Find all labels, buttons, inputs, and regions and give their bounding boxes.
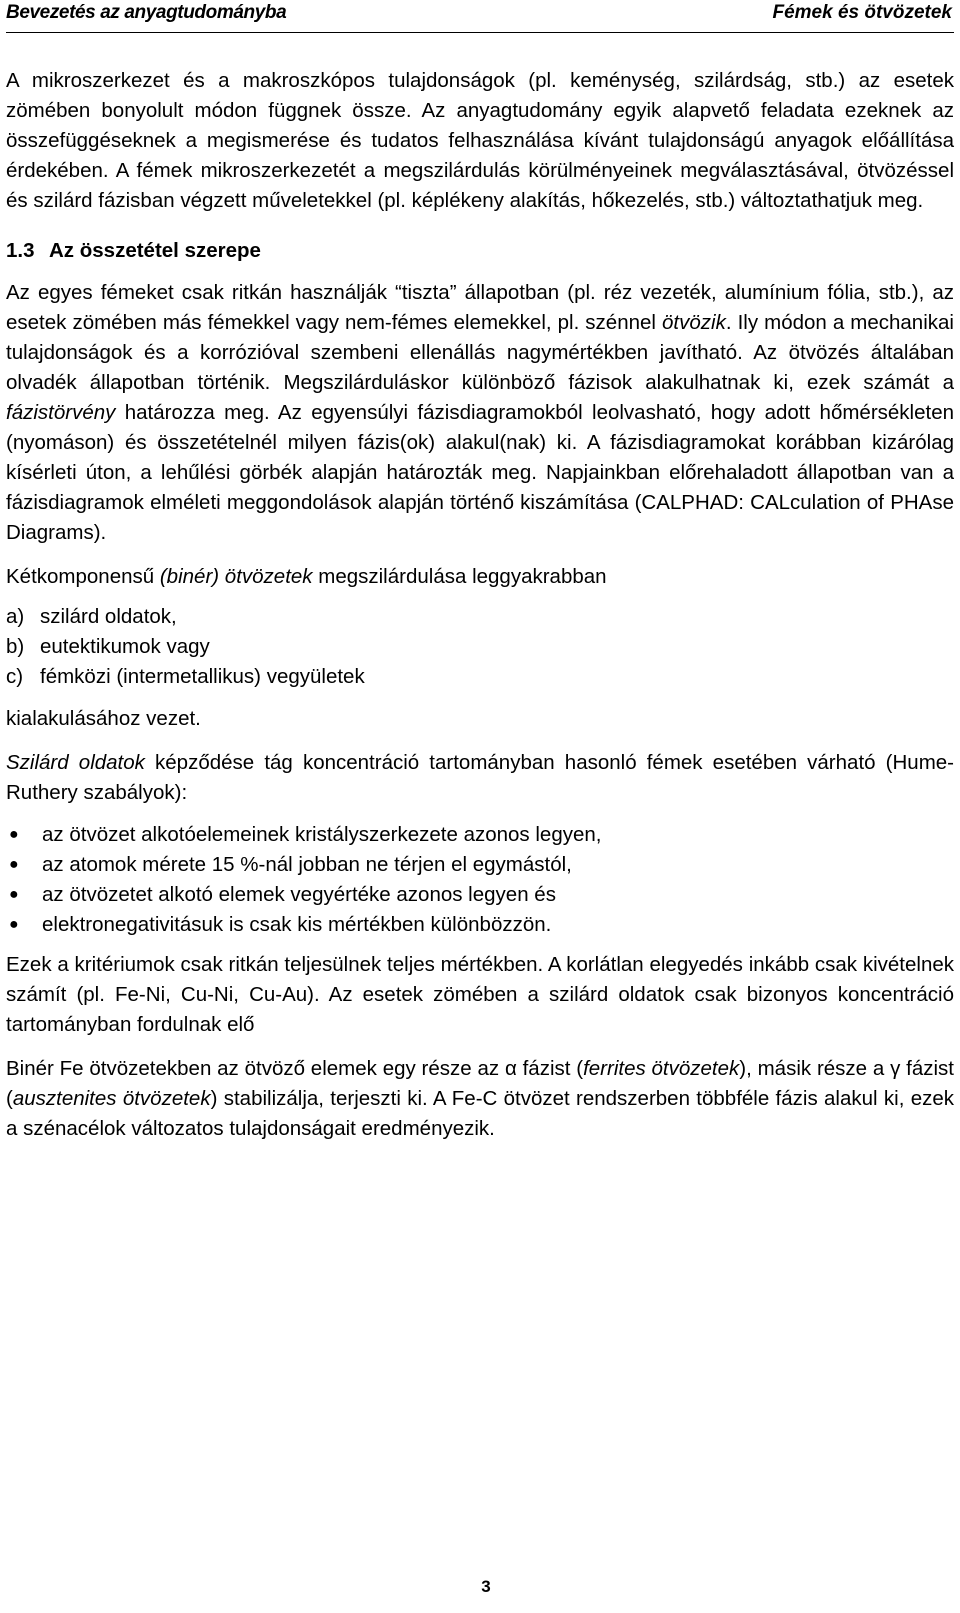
list-item <box>6 850 954 880</box>
text-span: ), másik része a γ fázist ( <box>6 1057 954 1110</box>
list-text: fémközi (intermetallikus) vegyületek <box>40 665 365 688</box>
text-span: Kétkomponensű <box>6 565 160 588</box>
composition-paragraph <box>6 278 954 548</box>
page-number: 3 <box>481 1577 491 1596</box>
text-span: Binér Fe ötvözetekben az ötvöző elemek egy része az α fázist ( <box>6 1057 584 1080</box>
list-text: szilárd oldatok, <box>40 605 177 628</box>
page-header <box>6 0 954 33</box>
text-span: ) stabilizálja, terjeszti ki. A Fe-C ötvözet rendszerben többféle fázis alakul ki, ezek a szénacélok változatos tulajdonságait eredményezik. <box>6 1087 954 1140</box>
list-item <box>6 632 954 662</box>
list-text: eutektikumok vagy <box>40 635 210 658</box>
emphasis-text: fázistörvény <box>6 401 116 424</box>
list-text: az ötvözet alkotóelemeinek kristályszerkezete azonos legyen, <box>42 823 602 846</box>
section-heading <box>6 236 954 266</box>
bullet-icon: ● <box>9 856 19 873</box>
list-text: elektronegativitásuk is csak kis mértékben különbözzön. <box>42 913 552 936</box>
emphasis-text: ferrites ötvözetek <box>583 1057 740 1080</box>
solidification-list <box>6 602 954 692</box>
header-chapter-title: Fémek és ötvözetek <box>772 2 952 23</box>
iron-alloys-paragraph <box>6 1054 954 1144</box>
list-text: az ötvözetet alkotó elemek vegyértéke azonos legyen és <box>42 883 556 906</box>
list-item <box>6 662 954 692</box>
emphasis-text: (binér) ötvözetek <box>159 565 313 588</box>
text-span: megszilárdulása leggyakrabban <box>312 565 607 588</box>
text-span: Az egyes fémeket csak ritkán használják “tiszta” állapotban (pl. réz vezeték, alumínium fólia, stb.), az esetek zömében más fémekkel vagy nem-fémes elemekkel, pl. szénnel <box>6 281 954 334</box>
emphasis-text: Szilárd oldatok <box>6 751 145 774</box>
hume-rothery-rules-list <box>6 820 954 940</box>
text-span: határozza meg. Az egyensúlyi fázisdiagramokból leolvasható, hogy adott hőmérsékleten (nyomáson) és összetételnél milyen fázis(ok) alakul(nak) ki. A fázisdiagramokat korábban kizárólag kísérleti úton, a lehűlési görbék alapján határozták meg. Napjainkban előrehaladott állapotban van a fázisdiagramok elméleti meggondolások alapján történő kiszámítása (CALPHAD: CALculation of PHAse Diagrams). <box>6 401 954 544</box>
list-label: c) <box>6 665 24 688</box>
intro-paragraph: A mikroszerkezet és a makroszkópos tulajdonságok (pl. keménység, szilárdság, stb.) az esetek zömében bonyolult módon függnek össze. Az anyagtudomány egyik alapvető feladata ezeknek az összefüggéseknek a megismerése és tudatos felhasználása kívánt tulajdonságú anyagok előállítása érdekében. A fémek mikroszerkezetét a megszilárdulás körülményeinek megválasztásával, ötvözéssel és szilárd fázisban végzett műveletekkel (pl. képlékeny alakítás, hőkezelés, stb.) változtathatjuk meg. <box>6 69 954 212</box>
list-label: b) <box>6 635 25 658</box>
text-span: képződése tág koncentráció tartományban hasonló fémek esetében várható (Hume-Ruthery szabályok): <box>6 751 955 804</box>
list-item <box>6 602 954 632</box>
bullet-icon: ● <box>9 886 19 903</box>
criteria-paragraph: Ezek a kritériumok csak ritkán teljesülnek teljes mértékben. A korlátlan elegyedés inkább csak kivételnek számít (pl. Fe-Ni, Cu-Ni, Cu-Au). Az esetek zömében a szilárd oldatok csak bizonyos koncentráció tartományban fordulnak elő <box>6 953 954 1036</box>
list-label: a) <box>6 605 25 628</box>
emphasis-text: ausztenites ötvözetek <box>12 1087 211 1110</box>
text-span: . Ily módon a mechanikai tulajdonságok és a korrózióval szembeni ellenállás nagymértékben javítható. Az ötvözés általában olvadék állapotban történik. Megszilárduláskor különböző fázisok alakulhatnak ki, ezek számát a <box>6 311 954 394</box>
header-book-title: Bevezetés az anyagtudományba <box>6 2 287 23</box>
list-item <box>6 820 954 850</box>
document-body <box>6 66 954 1158</box>
list-item <box>6 910 954 940</box>
bullet-icon: ● <box>9 916 19 933</box>
binary-alloys-paragraph <box>6 562 954 592</box>
solid-solutions-paragraph <box>6 748 954 808</box>
list-conclusion-paragraph: kialakulásához vezet. <box>6 707 201 730</box>
list-item <box>6 880 954 910</box>
bullet-icon: ● <box>9 826 19 843</box>
section-title: Az összetétel szerepe <box>49 239 261 262</box>
section-number: 1.3 <box>6 239 35 262</box>
list-text: az atomok mérete 15 %-nál jobban ne térjen el egymástól, <box>42 853 572 876</box>
emphasis-text: ötvözik <box>662 311 726 334</box>
